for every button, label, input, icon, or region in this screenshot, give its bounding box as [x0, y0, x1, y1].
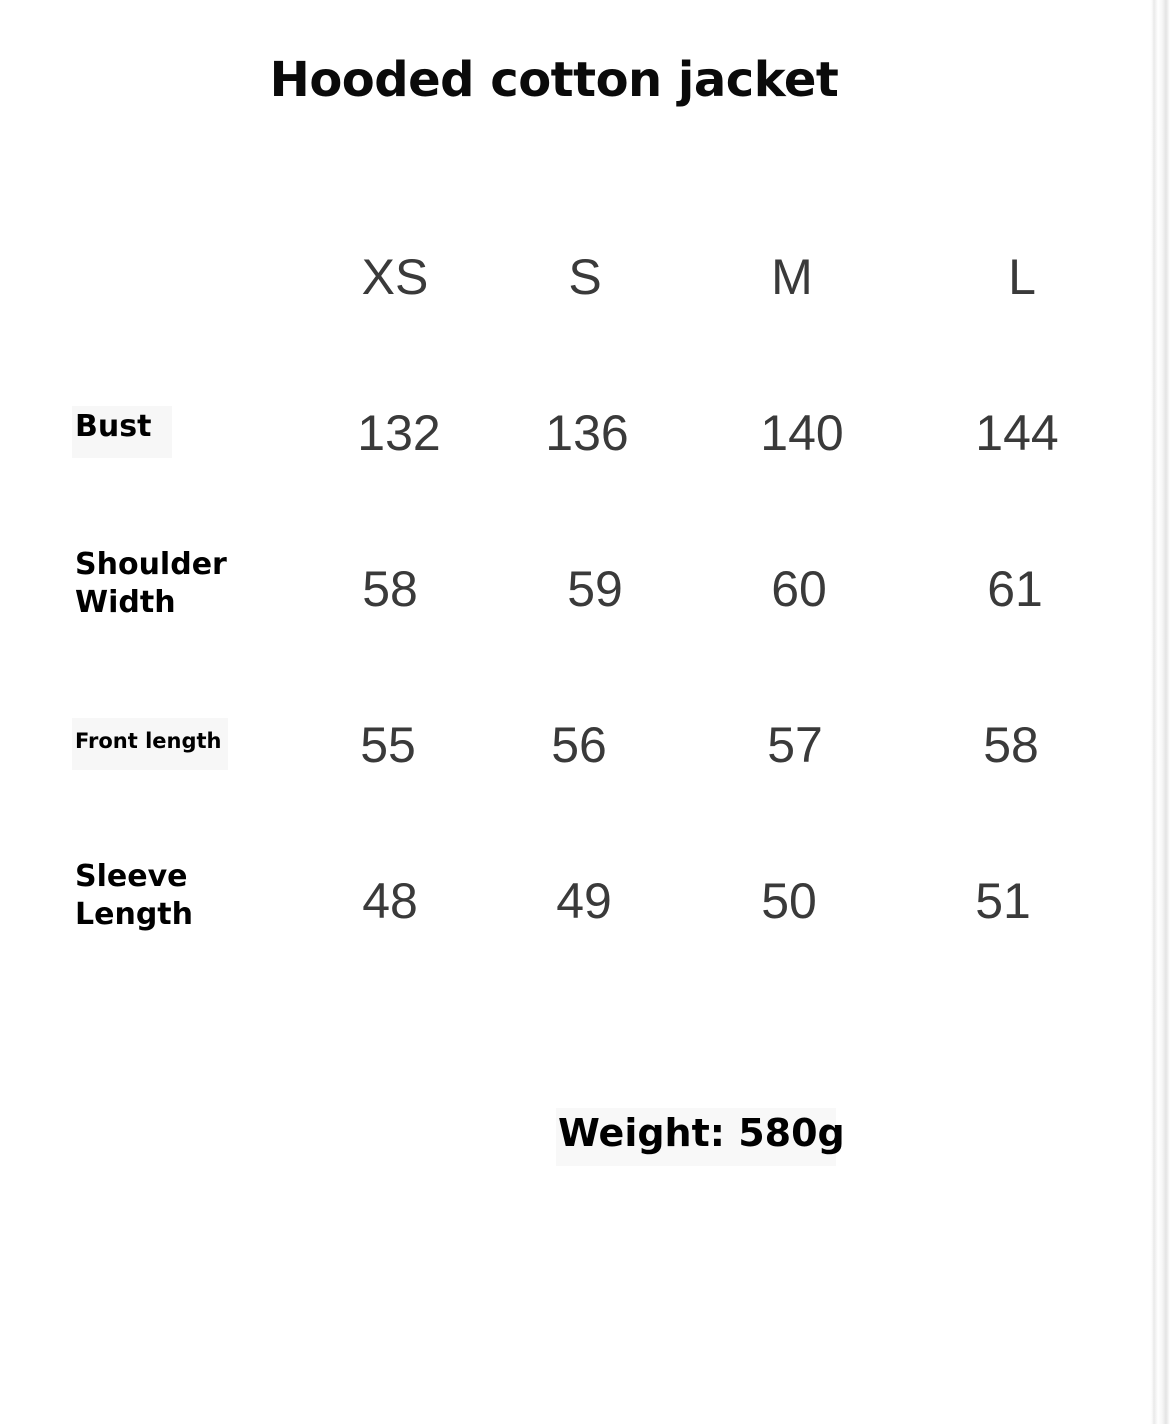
cell-front-m: 57 [767, 717, 823, 773]
cell-shoulder-m: 60 [771, 561, 827, 617]
cell-shoulder-l: 61 [987, 561, 1043, 617]
cell-front-xs: 55 [360, 717, 416, 773]
size-header-xs: XS [361, 249, 429, 305]
cell-bust-s: 136 [545, 405, 629, 461]
cell-sleeve-m: 50 [761, 873, 817, 929]
cell-front-l: 58 [983, 717, 1039, 773]
cell-sleeve-xs: 48 [362, 873, 418, 929]
page-edge-divider [1150, 0, 1170, 1424]
cell-bust-l: 144 [975, 405, 1059, 461]
product-title: Hooded cotton jacket [269, 52, 839, 108]
row-label-front-length: Front length [75, 729, 222, 753]
cell-front-s: 56 [551, 717, 607, 773]
cell-bust-xs: 132 [357, 405, 441, 461]
cell-shoulder-xs: 58 [362, 561, 418, 617]
size-header-l: L [1008, 249, 1036, 305]
row-label-bust: Bust [75, 409, 152, 444]
row-label-sleeve-length: Sleeve Length [75, 859, 193, 932]
cell-sleeve-s: 49 [556, 873, 612, 929]
size-header-s: S [568, 249, 602, 305]
weight-label: Weight: 580g [558, 1111, 845, 1155]
size-header-m: M [771, 249, 813, 305]
row-label-shoulder-width: Shoulder Width [75, 547, 227, 620]
cell-shoulder-s: 59 [567, 561, 623, 617]
cell-sleeve-l: 51 [975, 873, 1031, 929]
cell-bust-m: 140 [760, 405, 844, 461]
